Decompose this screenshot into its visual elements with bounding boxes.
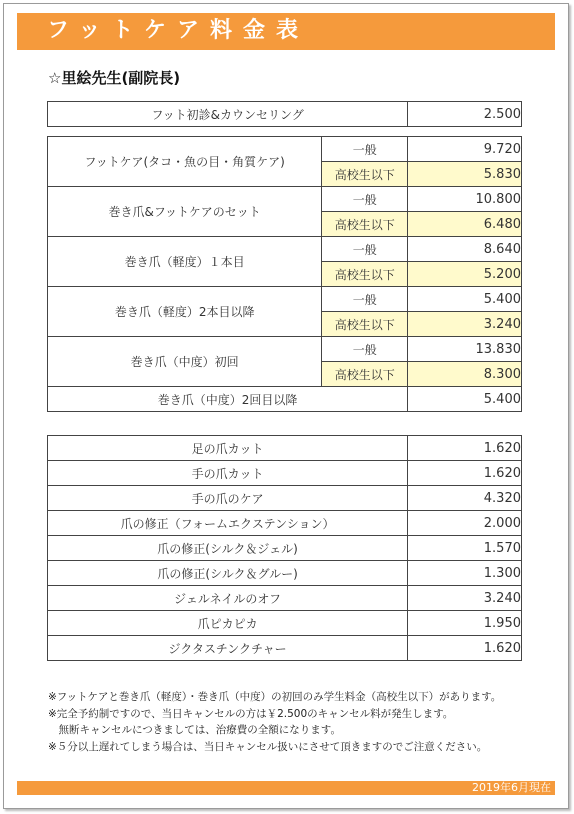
table-row xyxy=(48,102,522,127)
service-name: 爪の修正（フォームエクステンション） xyxy=(48,511,408,536)
table-row xyxy=(48,287,522,312)
service-price: 1.620 xyxy=(408,461,522,486)
table-row xyxy=(48,611,522,636)
footcare-price-table xyxy=(47,136,522,412)
doctor-heading: ☆里絵先生(副院長) xyxy=(48,69,181,87)
service-name: 巻き爪（軽度）１本目 xyxy=(48,237,322,287)
service-price: 1.950 xyxy=(408,611,522,636)
footcare-rows xyxy=(48,137,522,412)
general-tier-label: 一般 xyxy=(322,287,408,312)
student-tier-label: 高校生以下 xyxy=(322,262,408,287)
service-name: 巻き爪（中度）初回 xyxy=(48,337,322,387)
service-name: フットケア(タコ・魚の目・角質ケア) xyxy=(48,137,322,187)
service-name: フット初診&カウンセリング xyxy=(48,102,408,127)
note-line: ※フットケアと巻き爪（軽度）・巻き爪（中度）の初回のみ学生料金（高校生以下）があります。 xyxy=(48,691,502,703)
student-price: 8.300 xyxy=(408,362,522,387)
table-row xyxy=(48,187,522,212)
service-name: 爪の修正(シルク＆グルー) xyxy=(48,561,408,586)
service-name: ジェルネイルのオフ xyxy=(48,586,408,611)
table-row xyxy=(48,337,522,362)
general-tier-label: 一般 xyxy=(322,337,408,362)
note-line: 無断キャンセルにつきましては、治療費の全額になります。 xyxy=(48,724,341,736)
table-row xyxy=(48,387,522,412)
note-line: ※５分以上遅れてしまう場合は、当日キャンセル扱いにさせて頂きますのでご注意ください。 xyxy=(48,740,488,753)
service-price: 1.620 xyxy=(408,636,522,661)
student-price: 5.830 xyxy=(408,162,522,187)
service-price: 2.500 xyxy=(408,102,522,127)
service-name: 巻き爪（軽度）2本目以降 xyxy=(48,287,322,337)
student-tier-label: 高校生以下 xyxy=(322,312,408,337)
table-row xyxy=(48,137,522,162)
table-row xyxy=(48,511,522,536)
service-name: 手の爪のケア xyxy=(48,486,408,511)
student-tier-label: 高校生以下 xyxy=(322,212,408,237)
service-name: 巻き爪&フットケアのセット xyxy=(48,187,322,237)
service-name: ジクタスチンクチャー xyxy=(48,636,408,661)
general-price: 10.800 xyxy=(408,187,522,212)
general-price: 8.640 xyxy=(408,237,522,262)
footer-banner xyxy=(17,781,555,795)
student-price: 5.200 xyxy=(408,262,522,287)
student-tier-label: 高校生以下 xyxy=(322,362,408,387)
general-tier-label: 一般 xyxy=(322,187,408,212)
general-price: 13.830 xyxy=(408,337,522,362)
consultation-table xyxy=(47,101,522,127)
page-title: フットケア料金表 xyxy=(47,18,310,43)
student-tier-label: 高校生以下 xyxy=(322,162,408,187)
service-name: 爪ピカピカ xyxy=(48,611,408,636)
table-row xyxy=(48,586,522,611)
table-row xyxy=(48,561,522,586)
service-name: 爪の修正(シルク＆ジェル) xyxy=(48,536,408,561)
nail-price-table xyxy=(47,435,522,661)
service-price: 1.570 xyxy=(408,536,522,561)
table-row xyxy=(48,636,522,661)
service-price: 1.300 xyxy=(408,561,522,586)
footer-date: 2019年6月現在 xyxy=(472,781,551,794)
notes xyxy=(48,689,501,755)
table-row xyxy=(48,237,522,262)
student-price: 6.480 xyxy=(408,212,522,237)
service-price: 2.000 xyxy=(408,511,522,536)
note-line: ※完全予約制ですので、当日キャンセルの方は￥2.500のキャンセル料が発生します。 xyxy=(48,707,454,720)
general-price: 9.720 xyxy=(408,137,522,162)
service-name: 巻き爪（中度）2回目以降 xyxy=(48,387,408,412)
general-tier-label: 一般 xyxy=(322,237,408,262)
table-row xyxy=(48,436,522,461)
title-banner xyxy=(17,13,555,50)
general-tier-label: 一般 xyxy=(322,137,408,162)
service-name: 足の爪カット xyxy=(48,436,408,461)
service-name: 手の爪カット xyxy=(48,461,408,486)
service-price: 1.620 xyxy=(408,436,522,461)
service-price: 5.400 xyxy=(408,387,522,412)
service-price: 3.240 xyxy=(408,586,522,611)
table-row xyxy=(48,536,522,561)
general-price: 5.400 xyxy=(408,287,522,312)
table-row xyxy=(48,461,522,486)
student-price: 3.240 xyxy=(408,312,522,337)
nail-rows xyxy=(48,436,522,661)
service-price: 4.320 xyxy=(408,486,522,511)
table-row xyxy=(48,486,522,511)
